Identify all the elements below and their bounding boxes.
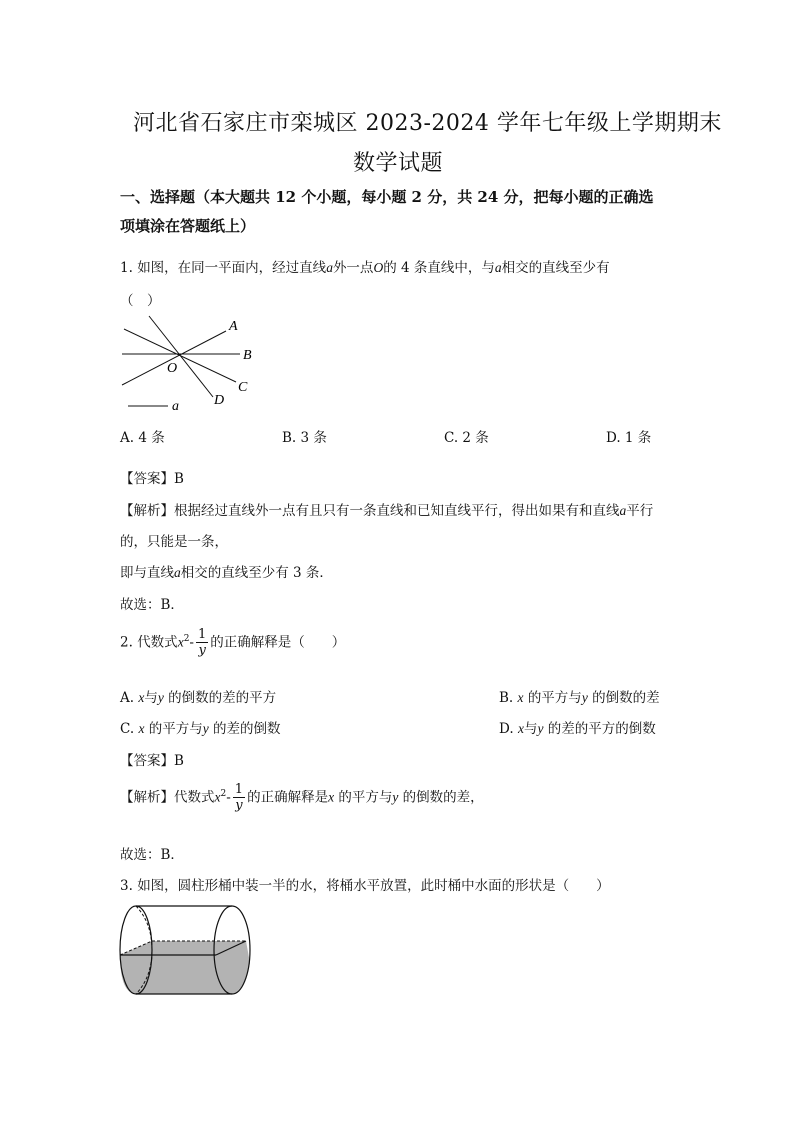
question-3-stem: 3. 如图，圆柱形桶中装一半的水，将桶水平放置，此时桶中水面的形状是（ ）: [120, 878, 610, 894]
document-title-line1: 河北省石家庄市栾城区 2023-2024 学年七年级上学期期末: [133, 111, 722, 136]
label-A: A: [229, 319, 238, 334]
label-O: O: [167, 361, 178, 376]
label-B: B: [243, 348, 252, 363]
option-D: D. x与y 的差的平方的倒数: [499, 721, 656, 737]
analysis-line-1: 【解析】根据经过直线外一点有且只有一条直线和已知直线平行，得出如果有和直线a平行: [120, 503, 654, 519]
question-1-stem: 1. 如图，在同一平面内，经过直线a外一点O的 4 条直线中，与a相交的直线至少有: [120, 260, 610, 276]
line-D: [149, 316, 213, 397]
option-D: D. 1 条: [606, 430, 652, 446]
line-A: [122, 331, 226, 385]
lines-through-point-figure: [118, 312, 268, 412]
option-A: A. x与y 的倒数的差的平方: [120, 690, 277, 706]
answer-paren: （ ）: [120, 293, 161, 309]
label-a: a: [172, 399, 179, 412]
section-heading-line2: 项填涂在答题纸上）: [120, 217, 256, 235]
answer-label: 【答案】B: [120, 471, 184, 487]
choice-statement: 故选：B．: [120, 847, 184, 863]
question-number: 2.: [120, 634, 133, 651]
analysis-line-1: 【解析】代数式$x^2-$ $\frac{1}{y}$ 的正确解释是x 的平方与y 的倒数的差，: [120, 782, 484, 813]
variable-a: a: [494, 260, 502, 275]
option-C: C. x 的平方与y 的差的倒数: [120, 721, 281, 737]
label-D: D: [214, 393, 225, 408]
variable-a: a: [326, 260, 333, 275]
label-C: C: [238, 380, 248, 395]
option-B: B. 3 条: [282, 430, 327, 446]
section-heading-line1: 一、选择题（本大题共 12 个小题，每小题 2 分，共 24 分，把每小题的正确选: [120, 188, 654, 206]
option-B: B. x 的平方与y 的倒数的差: [499, 690, 660, 706]
question-number: 1.: [120, 260, 133, 276]
horizontal-cylinder-figure: [116, 903, 256, 998]
option-A: A. 4 条: [120, 430, 165, 446]
document-title-line2: 数学试题: [353, 151, 444, 176]
option-C: C. 2 条: [444, 430, 489, 446]
answer-label: 【答案】B: [120, 753, 184, 769]
fraction-1-over-y: $\frac{1}{y}$: [197, 627, 207, 658]
question-2-stem: 2. 代数式$x^2-$ $\frac{1}{y}$ 的正确解释是（ ）: [120, 627, 346, 658]
variable-O: O: [373, 260, 384, 275]
choice-statement: 故选：B．: [120, 597, 184, 613]
analysis-line-2: 的，只能是一条，: [120, 534, 228, 550]
fraction-1-over-y: $\frac{1}{y}$: [234, 782, 244, 813]
analysis-line-3: 即与直线a相交的直线至少有 3 条．: [120, 565, 333, 581]
question-number: 3.: [120, 878, 133, 894]
